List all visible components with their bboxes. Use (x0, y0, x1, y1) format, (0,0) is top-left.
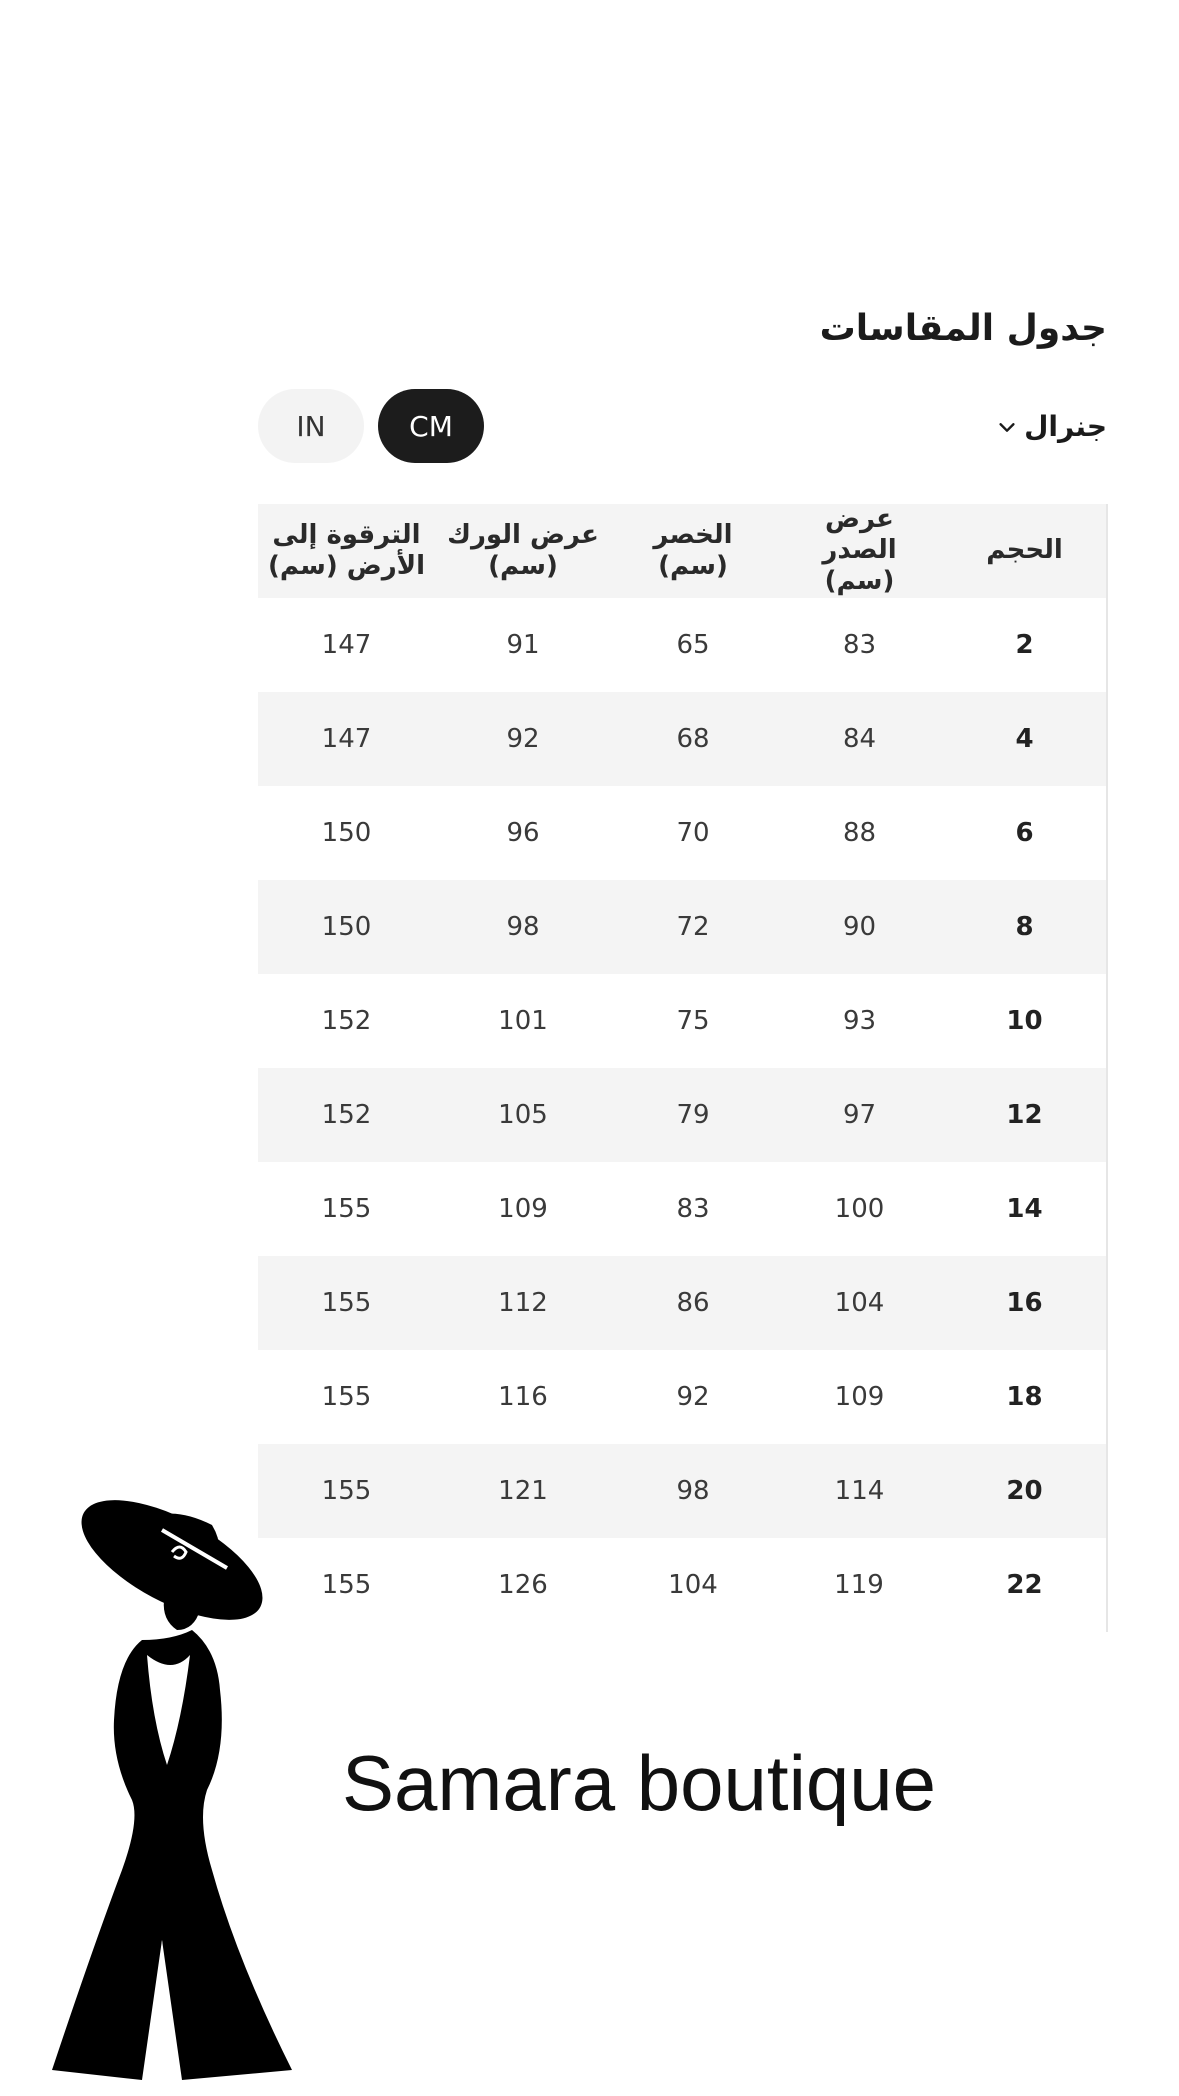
measurement-cell: 70 (676, 817, 710, 848)
table-header-row (258, 504, 1107, 598)
measurement-cell: 152 (321, 1005, 372, 1036)
size-cell: 4 (943, 692, 1107, 786)
measurement-cell: 101 (498, 1005, 548, 1036)
measurement-cell: 155 (258, 1444, 435, 1538)
measurement-cell: 109 (498, 1193, 548, 1224)
measurement-cell: 97 (775, 1068, 943, 1162)
unit-cm-button[interactable]: CM (378, 389, 484, 463)
table-row (258, 1068, 1107, 1162)
column-header-bust: عرض الصدر (سم) (775, 504, 943, 598)
measurement-cell: 155 (321, 1193, 372, 1224)
measurement-cell: 150 (321, 817, 372, 848)
size-cell: 18 (1006, 1381, 1043, 1412)
measurement-cell: 90 (775, 880, 943, 974)
size-cell: 16 (943, 1256, 1107, 1350)
table-row (258, 1538, 1107, 1632)
column-header-waist: الخصر (سم) (611, 504, 775, 598)
measurement-cell: 119 (834, 1569, 884, 1600)
measurement-cell: 68 (611, 692, 775, 786)
size-cell: 10 (1006, 1005, 1043, 1036)
size-cell: 2 (1015, 629, 1034, 660)
measurement-cell: 155 (321, 1381, 372, 1412)
measurement-cell: 116 (498, 1381, 548, 1412)
measurement-cell: 75 (676, 1005, 710, 1036)
column-header-size: الحجم (943, 504, 1107, 598)
size-cell: 22 (1006, 1569, 1043, 1600)
measurement-cell: 92 (435, 692, 611, 786)
measurement-cell: 92 (676, 1381, 710, 1412)
table-row (258, 692, 1107, 786)
measurement-cell: 84 (775, 692, 943, 786)
category-label: جنرال (1024, 410, 1107, 443)
measurement-cell: 83 (676, 1193, 710, 1224)
measurement-cell: 150 (258, 880, 435, 974)
measurement-cell: 126 (498, 1569, 548, 1600)
category-dropdown[interactable] (996, 410, 1107, 443)
measurement-cell: 121 (435, 1444, 611, 1538)
measurement-cell: 93 (842, 1005, 877, 1036)
table-row (258, 974, 1107, 1068)
measurement-cell: 147 (321, 629, 372, 660)
unit-toggle (258, 389, 484, 463)
measurement-cell: 86 (611, 1256, 775, 1350)
table-row (258, 786, 1107, 880)
measurement-cell: 105 (435, 1068, 611, 1162)
measurement-cell: 65 (676, 629, 710, 660)
measurement-cell: 83 (842, 629, 877, 660)
measurement-cell: 91 (506, 629, 540, 660)
size-cell: 14 (1006, 1193, 1043, 1224)
size-cell: 12 (943, 1068, 1107, 1162)
measurement-cell: 98 (611, 1444, 775, 1538)
measurement-cell: 112 (435, 1256, 611, 1350)
measurement-cell: 104 (668, 1569, 718, 1600)
page-title: جدول المقاسات (819, 308, 1107, 349)
size-chart-table (258, 504, 1108, 1632)
table-row (258, 598, 1107, 692)
woman-silhouette-logo (22, 1490, 312, 2090)
measurement-cell: 98 (435, 880, 611, 974)
measurement-cell: 147 (258, 692, 435, 786)
table-row (258, 1444, 1107, 1538)
table-row (258, 1162, 1107, 1256)
chevron-down-icon (996, 416, 1018, 438)
table-row (258, 1256, 1107, 1350)
measurement-cell: 88 (842, 817, 877, 848)
column-header-hips: عرض الورك (سم) (435, 504, 611, 598)
size-cell: 20 (943, 1444, 1107, 1538)
measurement-cell: 96 (506, 817, 540, 848)
column-header-hollow-to-floor: الترقوة إلى الأرض (سم) (258, 504, 435, 598)
measurement-cell: 79 (611, 1068, 775, 1162)
table-row (258, 1350, 1107, 1444)
brand-name: Samara boutique (342, 1739, 937, 1827)
measurement-cell: 109 (834, 1381, 885, 1412)
measurement-cell: 155 (321, 1569, 372, 1600)
unit-in-button[interactable]: IN (258, 389, 364, 463)
table-row (258, 880, 1107, 974)
measurement-cell: 114 (775, 1444, 943, 1538)
measurement-cell: 152 (258, 1068, 435, 1162)
measurement-cell: 72 (611, 880, 775, 974)
size-cell: 6 (1015, 817, 1034, 848)
size-cell: 8 (943, 880, 1107, 974)
measurement-cell: 155 (258, 1256, 435, 1350)
measurement-cell: 104 (775, 1256, 943, 1350)
measurement-cell: 100 (834, 1193, 885, 1224)
